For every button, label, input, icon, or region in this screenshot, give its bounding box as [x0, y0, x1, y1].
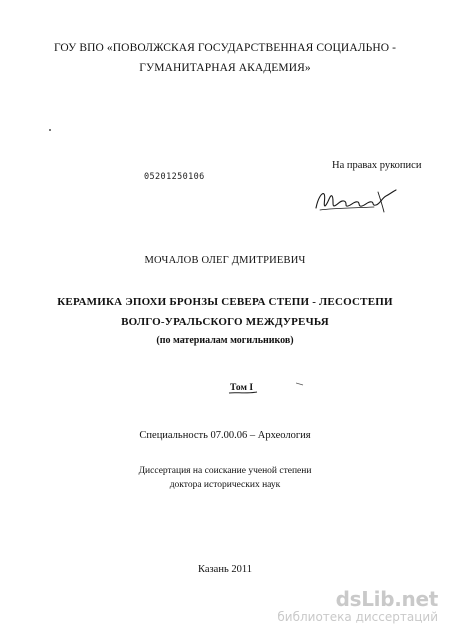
watermark-site: dsLib.net	[335, 587, 438, 611]
organization-line-2: ГУМАНИТАРНАЯ АКАДЕМИЯ»	[139, 62, 311, 74]
scan-speck	[49, 129, 51, 131]
handwritten-signature-icon	[314, 186, 398, 214]
author-name: МОЧАЛОВ ОЛЕГ ДМИТРИЕВИЧ	[144, 255, 306, 266]
watermark-tagline: библиотека диссертаций	[277, 610, 438, 624]
title-line-2: ВОЛГО-УРАЛЬСКОГО МЕЖДУРЕЧЬЯ	[121, 316, 329, 328]
registration-code: 05201250106	[144, 172, 205, 182]
specialty: Специальность 07.00.06 – Археология	[139, 430, 311, 441]
volume-label: Том I	[230, 383, 254, 393]
degree-line-2: доктора исторических наук	[169, 480, 281, 490]
title-line-1: КЕРАМИКА ЭПОХИ БРОНЗЫ СЕВЕРА СТЕПИ - ЛЕСОСТЕПИ	[57, 296, 393, 308]
degree-line-1: Диссертация на соискание ученой степени	[138, 466, 312, 476]
dash-mark-icon	[296, 382, 304, 386]
place-year: Казань 2011	[198, 564, 252, 575]
rights-notice: На правах рукописи	[332, 160, 422, 171]
organization-line-1: ГОУ ВПО «ПОВОЛЖСКАЯ ГОСУДАРСТВЕННАЯ СОЦИАЛЬНО -	[53, 42, 397, 54]
strike-mark-icon	[228, 390, 258, 396]
dslib-watermark	[277, 588, 438, 624]
title-subtitle: (по материалам могильников)	[156, 335, 294, 346]
